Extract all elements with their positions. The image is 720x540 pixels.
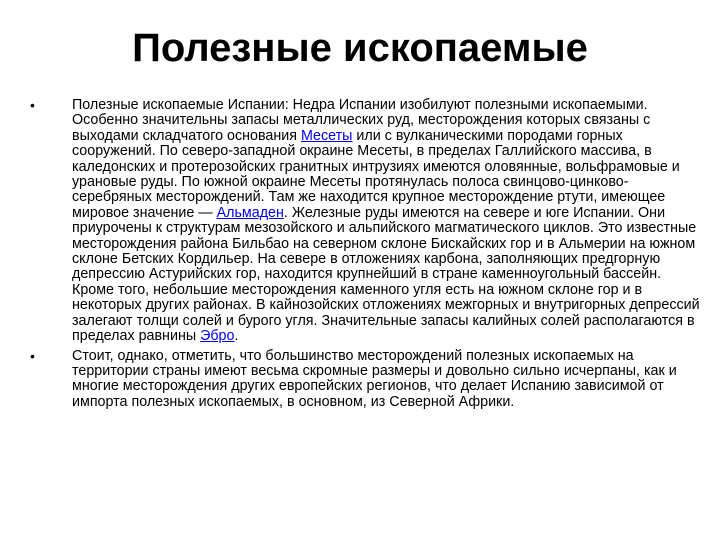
meseta-link[interactable]: Месеты [300,127,353,144]
bullet-item-minerals [30,98,700,345]
bullet-icon: • [30,97,35,113]
bullet-list [30,98,700,414]
bullet-item-imports [30,349,700,411]
bullet-icon: • [30,347,35,364]
paragraph1-text-part1: Полезные ископаемые Испании: Недра Испании изобилуют полезными ископаемыми. Особенно значительны запасы металлических руд, месторождения которых связаны с выходами складчатого основания [72,97,651,144]
paragraph2-text: Стоит, однако, отметить, что большинство месторождений полезных ископаемых на территории страны имеют весьма скромные размеры и довольно сильно исчерпаны, как и многие месторождения других европейских регионов, что делает Испанию зависимой от импорта полезных ископаемых, в основном, из Северной Африки. [72,347,677,410]
paragraph1-text-part2: или с вулканическими породами горных сооружений. По северо-западной окраине Месеты, в пределах Галлийского массива, в каледонских и протерозойских гранитных интрузиях имеются оловянные, вольфрамовые и урановые руды. По южной окраине Месеты протянулась полоса свинцово-цинково-серебряных месторождений. Там же находится крупное месторождение ртути, имеющее мировое значение — [72,127,680,221]
almaden-link[interactable]: Альмаден [216,204,284,221]
paragraph1-text-part3: . Железные руды имеются на севере и юге Испании. Они приурочены к структурам мезозойского и альпийского магматического циклов. Это известные месторождения района Бильбао на северном склоне Бискайских гор и в Альмерии на южном склоне Бетских Кордильер. На севере в отложениях карбона, заполняющих предгорную депрессию Астурийских гор, находится крупнейший в стране каменноугольный бассейн. Кроме того, небольшие месторождения каменного угля есть на южном склоне гор и в некоторых других районах. В кайнозойских отложениях межгорных и внутригорных депрессий залегают толщи солей и бурого угля. Значительные запасы калийных солей располагаются в пределах равнины [72,204,700,345]
ebro-link[interactable]: Эбро [200,328,235,345]
slide-title: Полезные ископаемые [132,26,588,70]
paragraph1-text-part4: . [234,328,239,345]
